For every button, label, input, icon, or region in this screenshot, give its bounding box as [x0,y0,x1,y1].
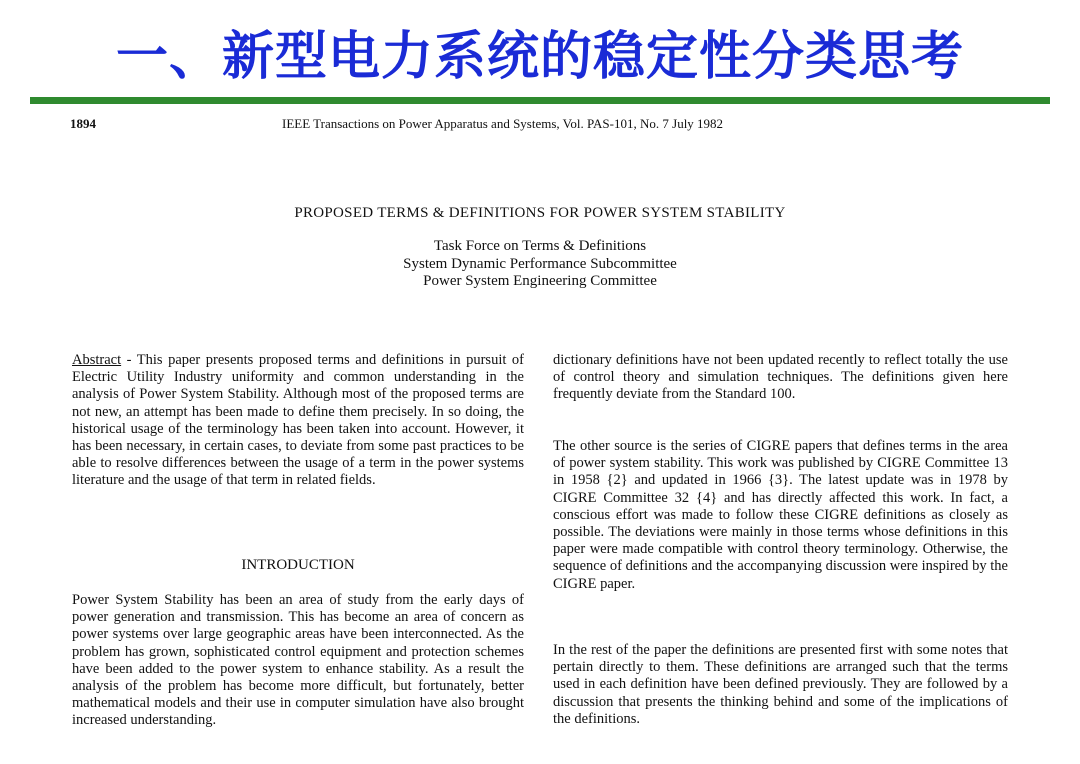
body-paragraph: In the rest of the paper the definitions are presented first with some notes that pertain directly to them. These definitions are arranged such that the terms used in each definition have been defined previously. They are followed by a discussion that presents the thinking behind and some of the implications of the definitions. [553,642,1008,727]
abstract-label: Abstract [72,352,122,368]
introduction-paragraph: Power System Stability has been an area of study from the early days of power generation and transmission. This has become an area of concern as power systems over large geographic areas have been interconnected. As the problem has grown, sophisticated control equipment and protection schemes have been added to the power system to enhance stability. As a result the analysis of the problem has become more difficult, but fortunately, better mathematical models and their use in computer simulation have also brought increased understanding. [72,592,524,729]
body-paragraph: The other source is the series of CIGRE papers that defines terms in the area of power system stability. This work was published by CIGRE Committee 13 in 1958 {2} and updated in 1966 {3}. The latest update was in 1978 by CIGRE Committee 32 {4} and has directly affected this work. In fact, a conscious effort was made to follow these CIGRE definitions as closely as possible. The deviations were mainly in those terms whose definitions in this paper were made compatible with control theory terminology. Otherwise, the sequence of definitions and the accompanying discussion were inspired by the CIGRE paper. [553,438,1008,592]
right-column-paragraph [553,438,1008,593]
slide-title: 一、新型电力系统的稳定性分类思考 [115,27,964,87]
introduction-heading: INTRODUCTION [241,557,355,573]
abstract-text: - This paper presents proposed terms and definitions in pursuit of Electric Utility Industry uniformity and common understanding in the analysis of Power System Stability. Although most of the proposed terms are not new, an attempt has been made to define them precisely. In so doing, the historical usage of the terminology has been taken into account. However, it has been necessary, in certain cases, to deviate from some past practices to be able to resolve differences between the usage of a term in the power systems literature and the usage of that term in related fields. [72,352,524,489]
abstract-section [72,352,524,490]
journal-citation: IEEE Transactions on Power Apparatus and Systems, Vol. PAS-101, No. 7 July 1982 [282,116,724,131]
body-paragraph: dictionary definitions have not been updated recently to reflect totally the use of control theory and simulation techniques. The definitions given here frequently deviate from the Standard 100. [553,352,1008,403]
paper-page-number: 1894 [70,116,96,131]
author-line: Task Force on Terms & Definitions [433,238,647,254]
author-line: Power System Engineering Committee [423,273,657,289]
right-column-paragraph [553,642,1008,728]
paper-authors [0,238,1080,291]
title-underline-rule [30,97,1050,104]
author-line: System Dynamic Performance Subcommittee [403,255,677,272]
right-column-paragraph [553,352,1008,404]
introduction-section [72,592,524,730]
paper-title: PROPOSED TERMS & DEFINITIONS FOR POWER SYSTEM STABILITY [294,205,786,221]
